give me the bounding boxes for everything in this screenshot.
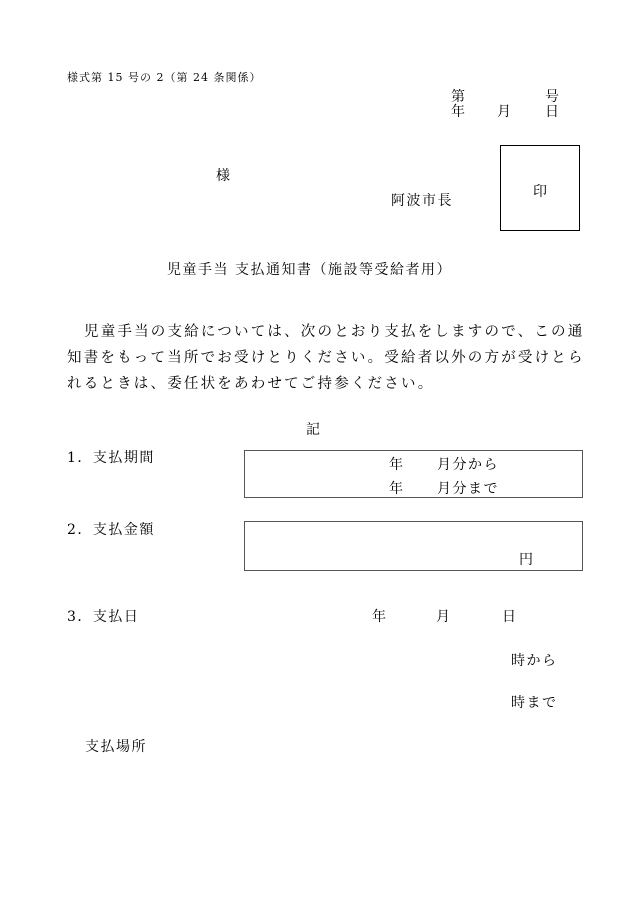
seal-label: 印 — [533, 184, 547, 200]
amount-unit-label: 円 — [519, 552, 535, 568]
payment-amount-box — [244, 521, 583, 571]
date-day-label: 日 — [545, 104, 561, 120]
period-to-year-label: 年 — [389, 481, 405, 497]
doc-number-dai: 第 — [451, 89, 467, 105]
body-line-1-text: 児童手当の支給については、次のとおり支払をしますので、この通 — [84, 324, 585, 340]
payment-amount-label: 2．支払金額 — [67, 522, 155, 538]
period-to-text: 月分まで — [437, 481, 499, 497]
payment-period-label: 1．支払期間 — [67, 450, 155, 466]
date-year-label: 年 — [451, 104, 467, 120]
body-line-3: れるときは、委任状をあわせてご持参ください。 — [67, 376, 435, 392]
payment-date-month-label: 月 — [436, 609, 452, 625]
payment-period-box — [244, 450, 583, 498]
form-reference: 様式第 15 号の 2（第 24 条関係） — [67, 71, 262, 84]
payment-date-year-label: 年 — [372, 609, 388, 625]
ki-label: 記 — [306, 422, 322, 438]
doc-number-go: 号 — [545, 89, 561, 105]
payment-date-day-label: 日 — [502, 609, 518, 625]
issuer-name: 阿波市長 — [391, 193, 453, 209]
payment-time-to: 時まで — [511, 695, 558, 711]
payment-time-from: 時から — [511, 653, 558, 669]
body-line-1 — [67, 319, 584, 345]
payment-date-label: 3．支払日 — [67, 609, 140, 625]
period-from-text: 月分から — [437, 457, 499, 473]
addressee-suffix: 様 — [216, 168, 232, 184]
period-from-year-label: 年 — [389, 457, 405, 473]
document-title: 児童手当 支払通知書（施設等受給者用） — [167, 262, 452, 278]
seal-box — [500, 145, 580, 231]
body-line-2: 知書をもって当所でお受けとりください。受給者以外の方が受けとら — [67, 350, 585, 366]
date-month-label: 月 — [497, 104, 513, 120]
payment-place-label: 支払場所 — [85, 739, 147, 755]
